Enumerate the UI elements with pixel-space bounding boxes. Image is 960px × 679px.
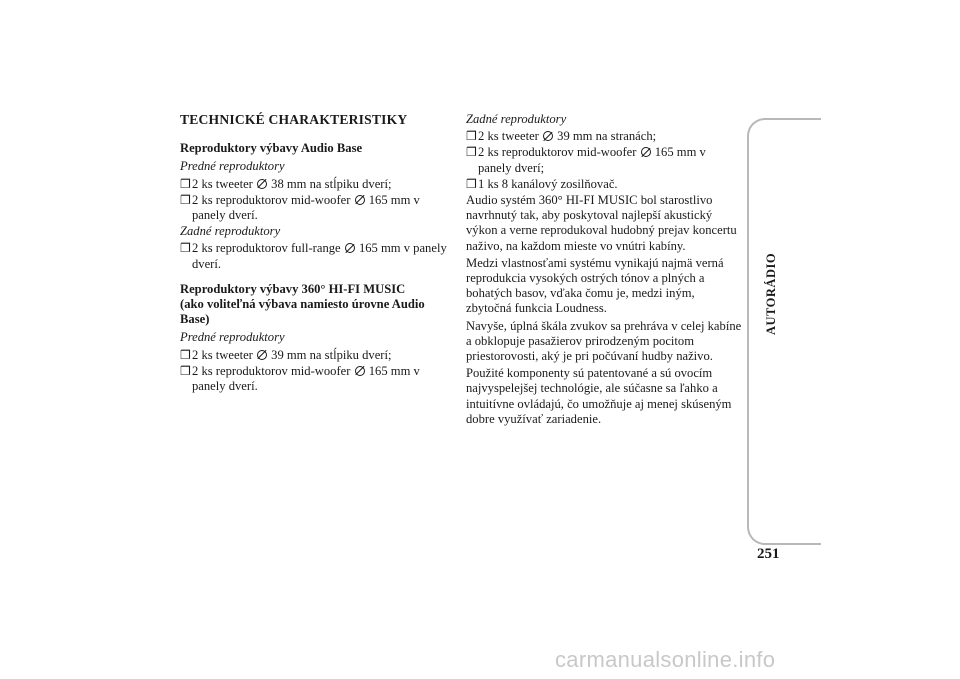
diameter-icon (355, 366, 365, 376)
checkbox-bullet-icon: ❒ (180, 192, 191, 207)
list-item (180, 348, 455, 363)
base-rear-list (180, 241, 455, 271)
item-text: 2 ks reproduktorov mid-woofer (192, 192, 354, 207)
checkbox-bullet-icon: ❒ (180, 176, 191, 191)
hifi-front-list (180, 348, 455, 395)
section-heading: TECHNICKÉ CHARAKTERISTIKY (180, 112, 408, 127)
list-item (466, 145, 742, 175)
diameter-icon (345, 243, 355, 253)
paragraph: Audio systém 360° HI-FI MUSIC bol starostlivo navrhnutý tak, aby poskytoval najlepší akustický výkon a verne reprodukoval hudobný prejav koncertu naživo, na každom mieste vo vnútri kabíny. (466, 193, 737, 253)
base-front-label: Predné reproduktory (180, 159, 285, 174)
item-size: 165 mm v panely dverí. (192, 241, 447, 271)
list-item (180, 177, 455, 192)
item-text: 2 ks reproduktorov mid-woofer (478, 145, 640, 160)
item-size: 165 mm v panely dverí. (192, 192, 420, 223)
list-item (466, 129, 742, 144)
base-title: Reproduktory výbavy Audio Base (180, 141, 363, 156)
checkbox-bullet-icon: ❒ (180, 241, 191, 256)
list-item (180, 193, 455, 223)
diameter-icon (543, 131, 553, 141)
item-size: 39 mm na stranách; (554, 129, 657, 144)
paragraph: Navyše, úplná škála zvukov sa prehráva v celej kabíne a obklopuje pasažierov prirodzeným pocitom priestorovosti, aký je pri počúvaní hudby naživo. (466, 318, 742, 364)
chapter-label: AUTORÁDIO (764, 252, 778, 335)
item-size: 39 mm na stĺpiku dverí; (268, 347, 392, 362)
item-size: 38 mm na stĺpiku dverí; (268, 176, 392, 191)
item-text: 2 ks tweeter (478, 129, 542, 144)
left-column (180, 112, 455, 395)
checkbox-bullet-icon: ❒ (466, 129, 477, 144)
description-paragraphs (466, 193, 742, 427)
item-text: 2 ks reproduktorov full-range (192, 241, 344, 256)
diameter-icon (257, 350, 267, 360)
item-size: 165 mm v panely dverí. (192, 363, 420, 394)
hifi-rear-label: Zadné reproduktory (466, 112, 567, 126)
page-number: 251 (757, 546, 780, 562)
chapter-tab (747, 118, 821, 545)
checkbox-bullet-icon: ❒ (466, 145, 477, 160)
base-front-list (180, 177, 455, 224)
diameter-icon (257, 179, 267, 189)
diameter-icon (641, 147, 651, 157)
diameter-icon (355, 195, 365, 205)
list-item (180, 364, 455, 394)
hifi-subtitle: (ako voliteľná výbava namiesto úrovne Audio Base) (180, 297, 425, 327)
hifi-title-line: Reproduktory výbavy 360° HI-FI MUSIC (180, 281, 406, 296)
watermark: carmanualsonline.info (555, 647, 776, 672)
list-item (180, 241, 455, 271)
hifi-title (180, 282, 455, 328)
paragraph: Medzi vlastnosťami systému vynikajú najmä verná reprodukcia vysokých ostrých tónov a plných a bohatých basov, vďaka čomu je, medzi iným, zbytočná funkcia Loudness. (466, 255, 724, 316)
checkbox-bullet-icon: ❒ (466, 176, 477, 191)
item-text: 2 ks tweeter (192, 176, 256, 191)
item-text: 2 ks reproduktorov mid-woofer (192, 363, 354, 378)
paragraph: Použité komponenty sú patentované a sú ovocím najvyspelejšej technológie, ale súčasne sa ľahko a intuitívne ovládajú, čo umožňuje aj menej skúseným dobre využívať zariadenie. (466, 366, 732, 426)
hifi-front-label: Predné reproduktory (180, 330, 285, 345)
right-column (466, 112, 742, 429)
list-item (466, 177, 742, 192)
checkbox-bullet-icon: ❒ (180, 347, 191, 362)
item-size: 165 mm v panely dverí; (478, 145, 706, 175)
item-text: 1 ks 8 kanálový zosilňovač. (478, 176, 618, 191)
hifi-rear-list (466, 129, 742, 192)
item-text: 2 ks tweeter (192, 347, 256, 362)
base-rear-label: Zadné reproduktory (180, 224, 281, 239)
checkbox-bullet-icon: ❒ (180, 363, 191, 378)
